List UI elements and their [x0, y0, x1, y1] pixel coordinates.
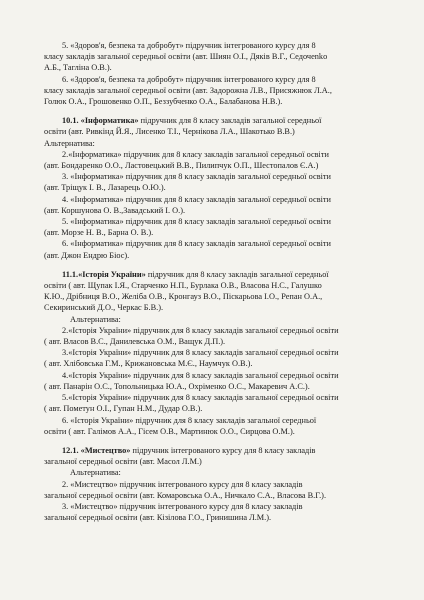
informatics-heading-line-2: освіти (авт. Ривкінд Й.Я., Лисенко Т.І., Чернікова Л.А., Шакотько В.В.) [44, 127, 295, 137]
informatics-heading-rest: підручник для 8 класу закладів загальної середньої [138, 116, 322, 126]
art-heading-line-2: загальної середньої освіти (авт. Масол Л.М.) [44, 457, 202, 467]
history-number: 11.1. [62, 269, 79, 279]
informatics-item-3-line-1: 3. «Інформатика» підручник для 8 класу закладів загальної середньої освіти [62, 172, 332, 182]
informatics-heading [44, 115, 390, 126]
informatics-item-4-line-2: (авт. Коршунова О. В.,Завадський І. О.). [44, 205, 186, 215]
health-item-6-line-2: класу закладів загальної середньої освіти (авт. Задорожна Л.В., Присяжнюк Л.А., [44, 85, 332, 95]
history-heading [44, 269, 390, 280]
informatics-item-5-line-1: 5. «Інформатика» підручник для 8 класу закладів загальної середньої освіти [62, 217, 332, 227]
informatics-title: «Інформатика» [80, 116, 139, 126]
art-number: 12.1. [62, 445, 81, 455]
art-item-2-line-1: 2. «Мистецтво» підручник інтегрованого курсу для 8 класу закладів [62, 479, 303, 489]
informatics-item-6-line-2: (авт. Джон Ендрю Біос). [44, 250, 130, 260]
art-heading-rest: підручник інтегрованого курсу для 8 класу закладів [130, 445, 316, 455]
section-health [44, 40, 390, 107]
art-item-3-line-2: загальної середньої освіти (авт. Кізілова Г.О., Гринишина Л.М.). [44, 513, 272, 523]
informatics-item-4-line-1: 4. «Інформатика» підручник для 8 класу закладів загальної середньої освіти [62, 194, 332, 204]
informatics-item-5-line-2: (авт. Морзе Н. В., Барна О. В.). [44, 228, 154, 238]
art-title: «Мистецтво» [80, 445, 131, 455]
art-item-2-line-2: загальної середньої освіти (авт. Комаровська О.А., Ничкало С.А., Власова В.Г.). [44, 490, 327, 500]
health-item-5-line-1: 5. «Здоров'я, безпека та добробут» підручник інтегрованого курсу для 8 [62, 41, 316, 50]
art-alternative-label: Альтернатива: [70, 468, 121, 478]
history-item-6-line-2: освіти ( авт. Галімов А.А., Гісем О.В., Мартинюк О.О., Сирцова О.М.). [44, 426, 295, 436]
informatics-item-2-line-2: (авт. Бондаренко О.О., Ластовецький В.В., Пилипчук О.П., Шестопалов Є.А.) [44, 161, 319, 171]
history-item-4-line-2: ( авт. Панарін О.С., Топольницька Ю.А., Охріменко О.С., Макаревич А.С.). [44, 381, 310, 391]
health-item-6-line-3: Голюк О.А., Грошовенко О.П., Беззубченко О.А., Балабанова Н.В.). [44, 97, 283, 107]
informatics-number: 10.1. [62, 116, 81, 126]
section-history [44, 269, 390, 437]
history-item-2-line-2: ( авт. Власов В.С., Данилевська О.М., Ващук Д.П.). [44, 337, 226, 347]
history-title: «Історія України» [78, 269, 146, 279]
informatics-alternative-label: Альтернатива: [44, 138, 95, 148]
history-heading-rest: підручник для 8 класу закладів загальної середньої [145, 269, 329, 279]
health-item-6-line-1: 6. «Здоров'я, безпека та добробут» підручник інтегрованого курсу для 8 [62, 74, 316, 84]
art-heading [44, 445, 390, 456]
health-item-5-line-2: класу закладів загальної середньої освіти (авт. Шиян О.І., Дяків В.Г., Седочenko [44, 52, 328, 62]
history-item-4-line-1: 4.«Історія України» підручник для 8 класу закладів загальної середньої освіти [62, 370, 339, 380]
informatics-item-3-line-2: (авт. Тріщук І. В., Лазарець О.Ю.). [44, 183, 166, 193]
health-item-5-line-3: А.Б., Тагліна О.В.). [44, 63, 112, 73]
history-heading-line-4: Секиринський Д.О., Черкас Б.В.). [44, 303, 164, 313]
history-heading-line-2: освіти ( авт. Щупак І.Я., Старченко Н.П., Бурлака О.В., Власова Н.С., Галушко [44, 281, 322, 291]
history-heading-line-3: К.Ю., Дрібниця В.О., Желіба О.В., Кронгауз В.О., Піскарьова І.О., Репан О.А., [44, 292, 323, 302]
art-item-3-line-1: 3. «Мистецтво» підручник інтегрованого курсу для 8 класу закладів [62, 501, 303, 511]
informatics-item-2-line-1: 2.«Інформатика» підручник для 8 класу закладів загальної середньої освіти [62, 149, 329, 159]
section-art [44, 445, 390, 523]
history-item-3-line-1: 3.«Історія України» підручник для 8 класу закладів загальної середньої освіти [62, 348, 339, 358]
history-item-5-line-1: 5.«Історія України» підручник для 8 класу закладів загальної середньої освіти [62, 393, 339, 403]
history-item-3-line-2: ( авт. Хлібовська Г.М., Крижановська М.Є., Наумчук О.В.). [44, 359, 253, 369]
history-item-5-line-2: ( авт. Пометун О.І., Гупан Н.М., Дудар О.В.). [44, 404, 203, 414]
history-item-2-line-1: 2.«Історія України» підручник для 8 класу закладів загальної середньої освіти [62, 325, 339, 335]
history-alternative-label: Альтернатива: [70, 314, 121, 324]
history-item-6-line-1: 6. «Історія України» підручник для 8 класу закладів загальної середньої [62, 415, 317, 425]
informatics-item-6-line-1: 6. «Інформатика» підручник для 8 класу закладів загальної середньої освіти [62, 239, 332, 249]
section-informatics [44, 115, 390, 261]
